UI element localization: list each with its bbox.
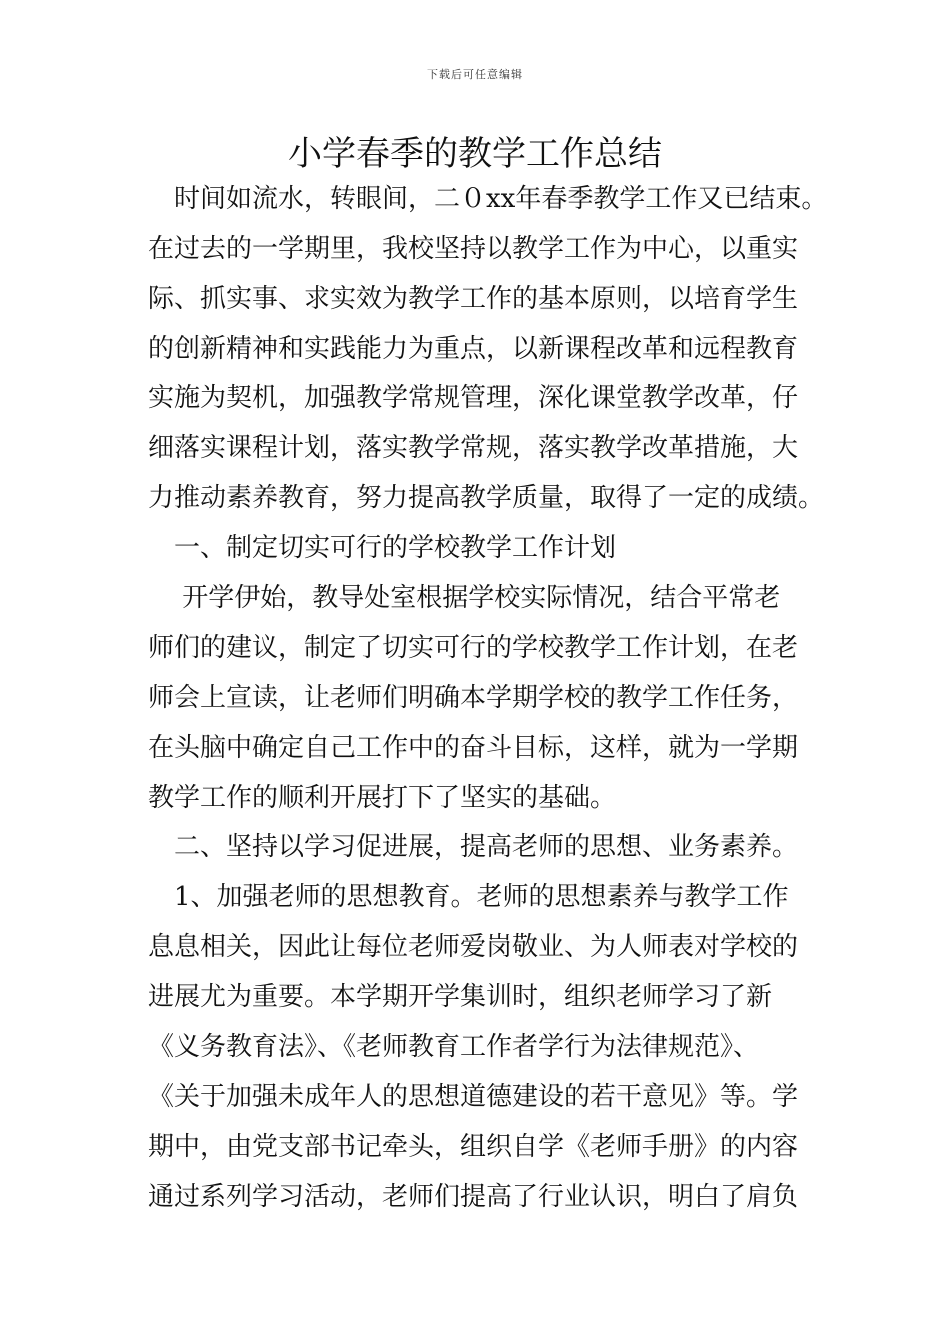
section-heading: 二、坚持以学习促进展，提高老师的思想、业务素养。 <box>148 832 799 862</box>
body-line: 在过去的一学期里，我校坚持以教学工作为中心，以重实 <box>148 234 799 264</box>
document-title: 小学春季的教学工作总结 <box>288 134 662 174</box>
body-line: 实施为契机，加强教学常规管理，深化课堂教学改革，仔 <box>148 383 799 413</box>
body-line: 息息相关，因此让每位老师爱岗敬业、为人师表对学校的 <box>148 932 799 962</box>
body-line: 细落实课程计划，落实教学常规，落实教学改革措施，大 <box>148 433 799 463</box>
body-line: 教学工作的顺利开展打下了坚实的基础。 <box>148 783 617 813</box>
body-line: 在头脑中确定自己工作中的奋斗目标，这样，就为一学期 <box>148 733 799 763</box>
body-line: 际、抓实事、求实效为教学工作的基本原则，以培育学生 <box>148 284 799 314</box>
body-line: 的创新精神和实践能力为重点，以新课程改革和远程教育 <box>148 334 799 364</box>
body-line: 通过系列学习活动，老师们提高了行业认识，明白了肩负 <box>148 1182 799 1212</box>
header-note: 下载后可任意编辑 <box>427 68 523 81</box>
body-line: 《义务教育法》、《老师教育工作者学行为法律规范》、 <box>148 1032 760 1062</box>
body-line: 期中，由党支部书记牵头，组织自学《老师手册》的内容 <box>148 1132 799 1162</box>
body-line: 师会上宣读，让老师们明确本学期学校的教学工作任务， <box>148 683 799 713</box>
body-line: 《关于加强未成年人的思想道德建设的若干意见》等。学 <box>148 1082 799 1112</box>
body-line: 进展尤为重要。本学期开学集训时，组织老师学习了新 <box>148 982 773 1012</box>
body-line: 师们的建议，制定了切实可行的学校教学工作计划，在老 <box>148 633 799 663</box>
body-line: 1、加强老师的思想教育。老师的思想素养与教学工作 <box>148 882 789 912</box>
body-line: 力推动素养教育，努力提高教学质量，取得了一定的成绩。 <box>148 483 825 513</box>
body-line: 开学伊始，教导处室根据学校实际情况，结合平常老 <box>148 583 781 613</box>
body-line: 时间如流水，转眼间，二０xx年春季教学工作又已结束。 <box>148 184 828 214</box>
section-heading: 一、制定切实可行的学校教学工作计划 <box>148 533 617 563</box>
